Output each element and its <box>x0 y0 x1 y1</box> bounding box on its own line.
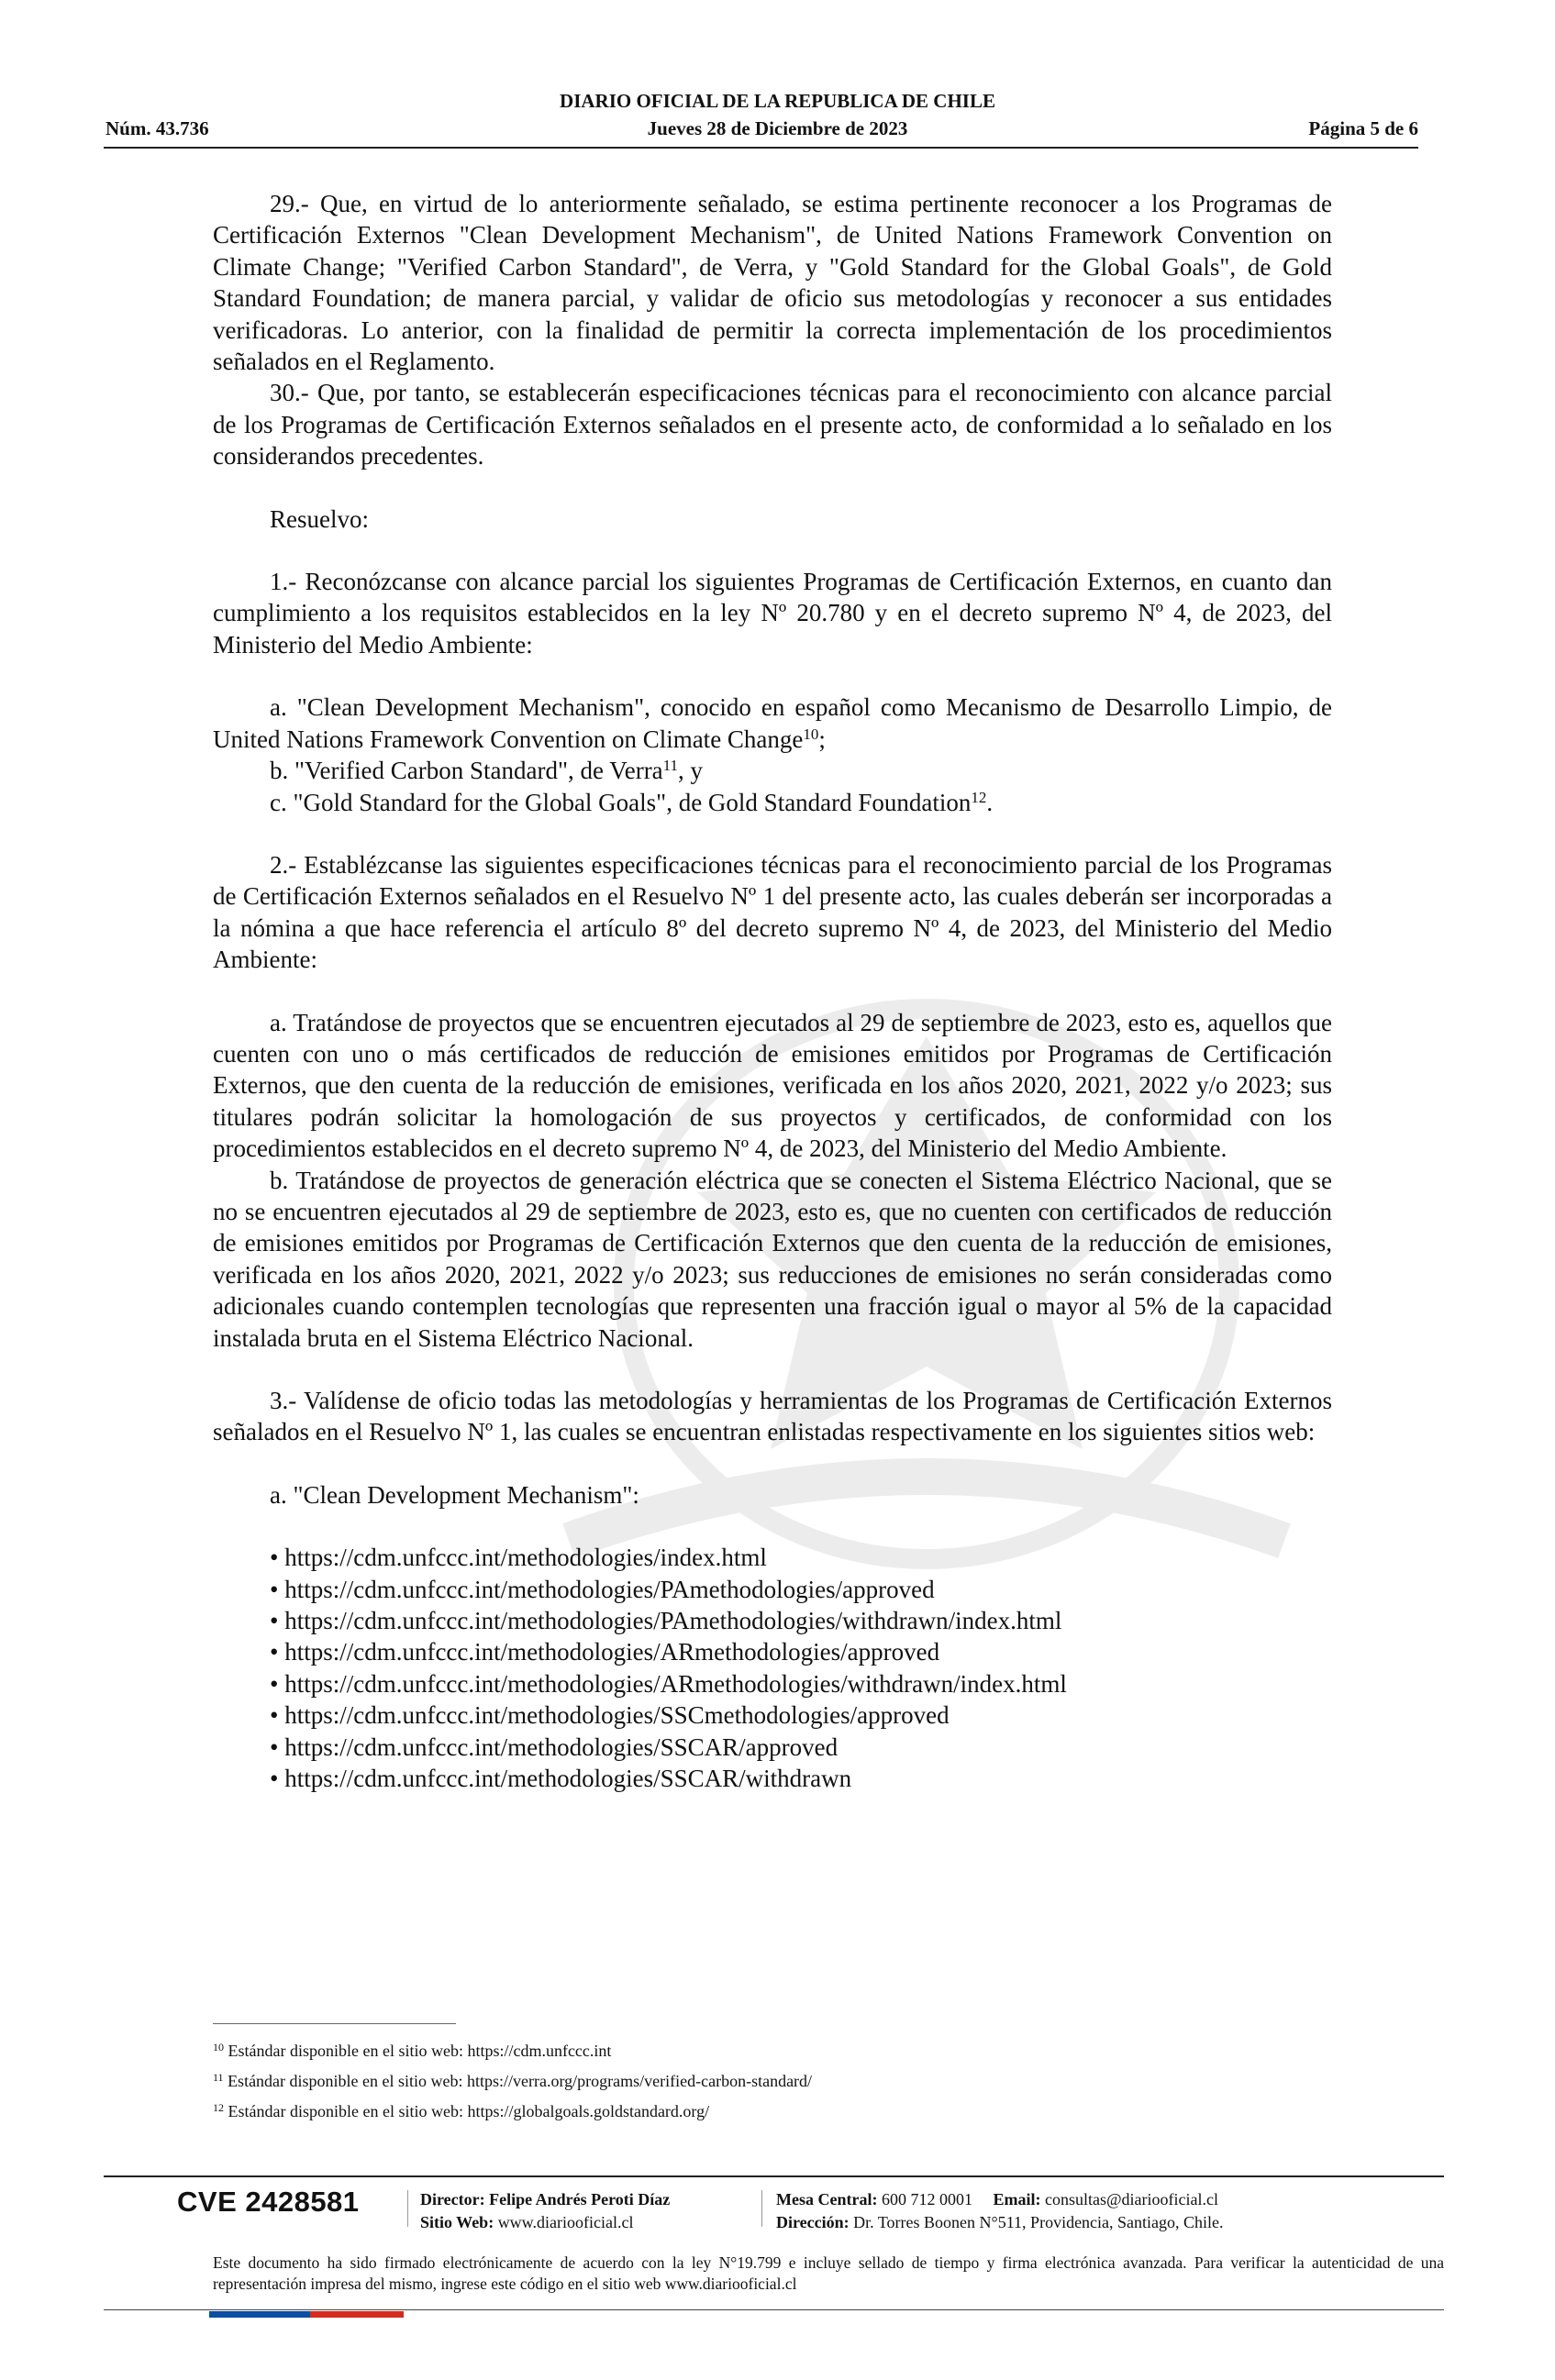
methodology-link: • https://cdm.unfccc.int/methodologies/PAmethodologies/withdrawn/index.html <box>270 1607 1062 1635</box>
resolution-3-item-a: a. "Clean Development Mechanism": <box>270 1480 639 1509</box>
methodology-link: • https://cdm.unfccc.int/methodologies/ARmethodologies/withdrawn/index.html <box>270 1669 1067 1698</box>
footnote-text: Estándar disponible en el sitio web: https://verra.org/programs/verified-carbon-standard/ <box>228 2072 813 2090</box>
resolution-3-intro: 3.- Valídense de oficio todas las metodologías y herramientas de los Programas de Certificación Externos señalados en el Resuelvo Nº 1, las cuales se encuentran enlistadas respectivamente en los siguientes sitios web: <box>213 1387 1332 1446</box>
issue-number: Núm. 43.736 <box>106 117 209 139</box>
director-label: Director: <box>420 2190 485 2208</box>
footnote <box>213 2042 611 2061</box>
item-a-text: a. "Clean Development Mechanism", conocido en español como Mecanismo de Desarrollo Limpio, de United Nations Framework Convention on Climate Change <box>213 693 1332 753</box>
footer-contact-block <box>776 2188 1224 2234</box>
resolution-1-item-a <box>213 692 1332 755</box>
footnote-number: 12 <box>213 2101 224 2114</box>
footer-separator <box>761 2190 762 2227</box>
resolution-1-item-c <box>213 787 1332 818</box>
email-label: Email: <box>993 2190 1041 2208</box>
footnote-text: Estándar disponible en el sitio web: https://globalgoals.goldstandard.org/ <box>228 2102 710 2120</box>
footnote <box>213 2072 812 2091</box>
address-value: Dr. Torres Boonen N°511, Providencia, Santiago, Chile. <box>853 2213 1224 2231</box>
methodology-link: • https://cdm.unfccc.int/methodologies/index.html <box>270 1544 767 1572</box>
director-name: Felipe Andrés Peroti Díaz <box>489 2190 671 2208</box>
methodology-link: • https://cdm.unfccc.int/methodologies/SSCAR/withdrawn <box>270 1765 852 1793</box>
footer-director-block <box>420 2188 670 2234</box>
footnote-ref-12: 12 <box>971 788 987 806</box>
item-a-end: ; <box>818 725 826 753</box>
mesa-value: 600 712 0001 <box>881 2190 972 2208</box>
methodology-link: • https://cdm.unfccc.int/methodologies/ARmethodologies/approved <box>270 1638 940 1666</box>
header-divider <box>104 147 1418 149</box>
email-value[interactable]: consultas@diariooficial.cl <box>1044 2190 1218 2208</box>
flag-stripe-red <box>310 2311 404 2318</box>
resolution-1-intro: 1.- Reconózcanse con alcance parcial los siguientes Programas de Certificación Externos, en cuanto dan cumplimiento a los requisitos establecidos en la ley Nº 20.780 y en el decreto supremo Nº 4, de 2023, del Ministerio del Medio Ambiente: <box>213 568 1332 659</box>
resolution-1-item-b <box>213 755 1332 786</box>
footer-separator <box>407 2190 408 2227</box>
footnote <box>213 2102 709 2121</box>
methodology-link: • https://cdm.unfccc.int/methodologies/SSCAR/approved <box>270 1732 839 1761</box>
footer-bottom-divider <box>104 2309 1444 2310</box>
website-value[interactable]: www.diariooficial.cl <box>497 2213 634 2231</box>
legal-notice: Este documento ha sido firmado electrónicamente de acuerdo con la ley N°19.799 e incluye sellado de tiempo y firma electrónica avanzada. Para verificar la autenticidad de una representación impresa del mismo, ingrese este código en el sitio web www.diariooficial.cl <box>213 2253 1444 2293</box>
mesa-label: Mesa Central: <box>776 2190 878 2208</box>
resolution-2-item-b: b. Tratándose de proyectos de generación eléctrica que se conecten el Sistema Eléctrico Nacional, que se no se encuentren ejecutados al 29 de septiembre de 2023, esto es, que no cuenten con certificados de reducción de emisiones emitidos por Programas de Certificación Externos que den cuenta de la reducción de emisiones, verificada en los años 2020, 2021, 2022 y/o 2023; sus reducciones de emisiones no serán consideradas como adicionales cuando contemplen tecnologías que representen una fracción igual o mayor al 5% de la capacidad instalada bruta en el Sistema Eléctrico Nacional. <box>213 1166 1332 1352</box>
page-number: Página 5 de 6 <box>1308 117 1418 139</box>
item-c-end: . <box>986 788 994 816</box>
methodology-link: • https://cdm.unfccc.int/methodologies/PAmethodologies/approved <box>270 1575 935 1603</box>
footnote-ref-10: 10 <box>803 725 819 743</box>
newspaper-title: DIARIO OFICIAL DE LA REPUBLICA DE CHILE <box>560 90 995 112</box>
item-b-end: , y <box>678 757 704 785</box>
paragraph-29: 29.- Que, en virtud de lo anteriormente señalado, se estima pertinente reconocer a los Programas de Certificación Externos "Clean Development Mechanism", de United Nations Framework Convention on Climate Change; "Verified Carbon Standard", de Verra, y "Gold Standard for the Global Goals", de Gold Standard Foundation; de manera parcial, y validar de oficio sus metodologías y reconocer a sus entidades verificadoras. Lo anterior, con la finalidad de permitir la correcta implementación de los procedimientos señalados en el Reglamento. <box>213 190 1332 376</box>
footnote-text: Estándar disponible en el sitio web: https://cdm.unfccc.int <box>228 2042 612 2060</box>
paragraph-30: 30.- Que, por tanto, se establecerán especificaciones técnicas para el reconocimiento con alcance parcial de los Programas de Certificación Externos señalados en el presente acto, de conformidad a lo señalado en los considerandos precedentes. <box>213 379 1332 470</box>
footnote-number: 11 <box>213 2071 224 2084</box>
footnote-divider <box>213 2023 456 2024</box>
document-body <box>213 188 1332 1794</box>
item-b-text: b. "Verified Carbon Standard", de Verra <box>270 757 663 785</box>
footnote-number: 10 <box>213 2041 224 2053</box>
website-label: Sitio Web: <box>420 2213 494 2231</box>
resuelvo-heading: Resuelvo: <box>270 504 369 533</box>
address-label: Dirección: <box>776 2213 850 2231</box>
resolution-2-item-a: a. Tratándose de proyectos que se encuentren ejecutados al 29 de septiembre de 2023, esto es, aquellos que cuenten con uno o más certificados de reducción de emisiones emitidos por Programas de Certificación Externos, que den cuenta de la reducción de emisiones, verificada en los años 2020, 2021, 2022 y/o 2023; sus titulares podrán solicitar la homologación de sus proyectos y certificados, de conformidad con los procedimientos establecidos en el decreto supremo Nº 4, de 2023, del Ministerio del Medio Ambiente. <box>213 1008 1332 1163</box>
methodology-link: • https://cdm.unfccc.int/methodologies/SSCmethodologies/approved <box>270 1701 950 1730</box>
footer-divider <box>104 2175 1444 2177</box>
cve-code: CVE 2428581 <box>177 2186 360 2218</box>
issue-date: Jueves 28 de Diciembre de 2023 <box>647 117 908 139</box>
item-c-text: c. "Gold Standard for the Global Goals", de Gold Standard Foundation <box>270 788 972 816</box>
footnote-ref-11: 11 <box>662 757 679 775</box>
resolution-2-intro: 2.- Establézcanse las siguientes especificaciones técnicas para el reconocimiento parcial de los Programas de Certificación Externos señalados en el Resuelvo Nº 1 del presente acto, las cuales deberán ser incorporadas a la nómina a que hace referencia el artículo 8º del decreto supremo Nº 4, de 2023, del Ministerio del Medio Ambiente: <box>213 850 1332 974</box>
flag-stripe-blue <box>209 2311 310 2318</box>
